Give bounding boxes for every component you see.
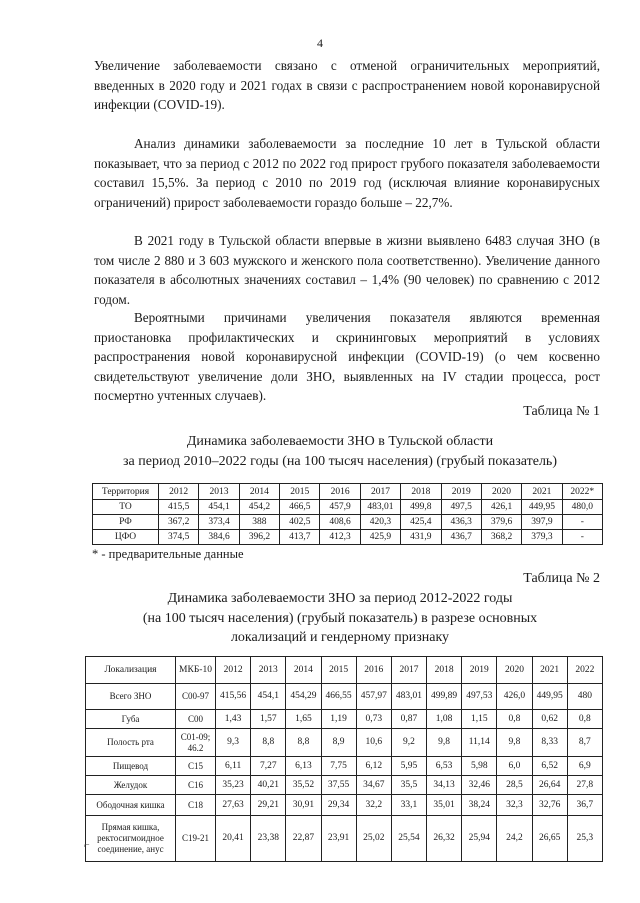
table-cell: 408,6: [320, 515, 360, 530]
table-cell: 6,52: [532, 757, 567, 776]
table-cell: 8,7: [567, 729, 602, 757]
table-cell: 8,8: [286, 729, 321, 757]
table2-title-line2: (на 100 тысяч населения) (грубый показатель) в разрезе основных: [142, 610, 538, 626]
table-row: [86, 776, 603, 795]
table2-header-cell: 2014: [286, 657, 321, 684]
table-cell: 24,2: [497, 816, 532, 862]
table-cell: 415,56: [216, 684, 251, 710]
table2-header-cell: 2015: [321, 657, 356, 684]
table1-header-cell: 2014: [239, 484, 279, 500]
paragraph-4: Вероятными причинами увеличения показателя являются временная приостановка профилактических и скрининговых мероприятий в условиях распространения новой коронавирусной инфекции (COVID-19) (о чем косвенно свидетельствуют увеличение доли ЗНО, выявленных на IV стадии процесса, рост посмертно учтенных случаев).: [94, 310, 600, 403]
table-cell: 9,8: [427, 729, 462, 757]
table-cell: 431,9: [401, 530, 441, 545]
table-cell: С01-09; 46.2: [176, 729, 216, 757]
table-cell: 33,1: [391, 795, 426, 816]
table-cell: 454,2: [239, 500, 279, 515]
table-cell: Прямая кишка, ректосигмоидное соединение, анус: [86, 816, 176, 862]
table2-title-line1: Динамика заболеваемости ЗНО за период 2012-2022 годы: [167, 591, 513, 606]
table1-footnote: * - предварительные данные: [92, 547, 244, 561]
table1-title-line2: за период 2010–2022 годы (на 100 тысяч населения) (грубый показатель): [123, 453, 557, 469]
table-row: [86, 729, 603, 757]
paragraph-2: Анализ динамики заболеваемости за последние 10 лет в Тульской области показывает, что за период с 2012 по 2022 год прирост грубого показателя заболеваемости составил 15,5%. За период с 2010 по 2019 год (исключая влияние коронавирусных ограничений) прирост заболеваемости гораздо больше – 22,7%.: [94, 136, 600, 210]
table-cell: 6,0: [497, 757, 532, 776]
table-row: [86, 795, 603, 816]
table-cell: 20,41: [216, 816, 251, 862]
table-cell: 436,7: [441, 530, 481, 545]
table-cell: 457,9: [320, 500, 360, 515]
table-cell: 367,2: [159, 515, 199, 530]
table-cell: 454,29: [286, 684, 321, 710]
table-cell: Ободочная кишка: [86, 795, 176, 816]
table-row: [86, 757, 603, 776]
table-cell: 426,1: [481, 500, 521, 515]
table-cell: 0,62: [532, 710, 567, 729]
page-number: 4: [317, 36, 323, 50]
table2-header-cell: 2019: [462, 657, 497, 684]
table-cell: 436,3: [441, 515, 481, 530]
table1-header-cell: 2018: [401, 484, 441, 500]
scan-mark: ⌐: [84, 840, 90, 851]
table-cell: 25,54: [391, 816, 426, 862]
table-cell: 449,95: [522, 500, 562, 515]
table2-header-cell: 2012: [216, 657, 251, 684]
table1-header-cell: 2020: [481, 484, 521, 500]
table2-header-cell: 2016: [356, 657, 391, 684]
table-cell: 373,4: [199, 515, 239, 530]
table-cell: 7,75: [321, 757, 356, 776]
table-cell: 35,23: [216, 776, 251, 795]
table-cell: 23,38: [251, 816, 286, 862]
table-cell: 412,3: [320, 530, 360, 545]
table1-title: [80, 432, 600, 471]
table-cell: 466,5: [280, 500, 320, 515]
table-cell: 368,2: [481, 530, 521, 545]
table1-header-cell: 2016: [320, 484, 360, 500]
table-cell: 36,7: [567, 795, 602, 816]
table-cell: 22,87: [286, 816, 321, 862]
table2-title: [80, 589, 600, 648]
table1-header-cell: 2022*: [562, 484, 602, 500]
table-cell: 38,24: [462, 795, 497, 816]
table-cell: 32,3: [497, 795, 532, 816]
table-cell: 29,21: [251, 795, 286, 816]
table-cell: С15: [176, 757, 216, 776]
table-cell: 457,97: [356, 684, 391, 710]
table-cell: 497,5: [441, 500, 481, 515]
table-cell: 454,1: [199, 500, 239, 515]
table-cell: С00: [176, 710, 216, 729]
table-cell: 0,8: [567, 710, 602, 729]
table1-header-cell: 2013: [199, 484, 239, 500]
table2-header-cell: 2013: [251, 657, 286, 684]
table-cell: 32,76: [532, 795, 567, 816]
table-cell: 0,87: [391, 710, 426, 729]
table-cell: С19-21: [176, 816, 216, 862]
table-cell: 413,7: [280, 530, 320, 545]
table-cell: 32,46: [462, 776, 497, 795]
table2-header-cell: 2021: [532, 657, 567, 684]
table-cell: 25,3: [567, 816, 602, 862]
table-cell: 26,64: [532, 776, 567, 795]
table-cell: 29,34: [321, 795, 356, 816]
table1-header-cell: 2021: [522, 484, 562, 500]
table2-header-row: [86, 657, 603, 684]
table-cell: 379,6: [481, 515, 521, 530]
table-cell: 6,9: [567, 757, 602, 776]
table-cell: 480,0: [562, 500, 602, 515]
table-cell: 25,02: [356, 816, 391, 862]
table-cell: Полость рта: [86, 729, 176, 757]
table-cell: 374,5: [159, 530, 199, 545]
table-cell: 402,5: [280, 515, 320, 530]
table-cell: 27,8: [567, 776, 602, 795]
table1-header-cell: Территория: [93, 484, 159, 500]
table-cell: С18: [176, 795, 216, 816]
table-cell: 1,57: [251, 710, 286, 729]
table-cell: 8,8: [251, 729, 286, 757]
table-cell: 1,08: [427, 710, 462, 729]
table-cell: 26,32: [427, 816, 462, 862]
table-cell: 379,3: [522, 530, 562, 545]
table-cell: -: [562, 515, 602, 530]
table-cell: 0,8: [497, 710, 532, 729]
table-row: [86, 710, 603, 729]
table-cell: 5,95: [391, 757, 426, 776]
table-cell: 454,1: [251, 684, 286, 710]
table-cell: Всего ЗНО: [86, 684, 176, 710]
table1-header-cell: 2012: [159, 484, 199, 500]
table2-header-cell: Локализация: [86, 657, 176, 684]
table-cell: 23,91: [321, 816, 356, 862]
table-cell: 35,52: [286, 776, 321, 795]
table-cell: 8,9: [321, 729, 356, 757]
table-cell: 397,9: [522, 515, 562, 530]
table-cell: Пищевод: [86, 757, 176, 776]
table-cell: 425,9: [360, 530, 400, 545]
table-cell: 426,0: [497, 684, 532, 710]
table2-header-cell: 2018: [427, 657, 462, 684]
table-cell: 6,53: [427, 757, 462, 776]
table-cell: 483,01: [391, 684, 426, 710]
table-cell: 1,19: [321, 710, 356, 729]
table-cell: 1,43: [216, 710, 251, 729]
table-cell: -: [562, 530, 602, 545]
table1-header-cell: 2019: [441, 484, 481, 500]
table-cell: С16: [176, 776, 216, 795]
table-cell: 34,67: [356, 776, 391, 795]
table-cell: 425,4: [401, 515, 441, 530]
table-cell: ТО: [93, 500, 159, 515]
table-cell: 40,21: [251, 776, 286, 795]
table-cell: 11,14: [462, 729, 497, 757]
table-cell: 10,6: [356, 729, 391, 757]
table-cell: 35,5: [391, 776, 426, 795]
table-cell: 483,01: [360, 500, 400, 515]
table1-title-line1: Динамика заболеваемости ЗНО в Тульской области: [186, 434, 494, 449]
table-cell: 6,12: [356, 757, 391, 776]
table-row: [86, 684, 603, 710]
table-cell: С00-97: [176, 684, 216, 710]
table-cell: 396,2: [239, 530, 279, 545]
table-cell: 449,95: [532, 684, 567, 710]
table-cell: 384,6: [199, 530, 239, 545]
table1-header-row: [93, 484, 603, 500]
table-cell: 499,89: [427, 684, 462, 710]
table-cell: 37,55: [321, 776, 356, 795]
table-cell: 497,53: [462, 684, 497, 710]
table-cell: 30,91: [286, 795, 321, 816]
table1-header-cell: 2017: [360, 484, 400, 500]
table-row: [93, 515, 603, 530]
table1-label: Таблица № 1: [523, 404, 600, 419]
table-cell: 1,15: [462, 710, 497, 729]
table-cell: 9,3: [216, 729, 251, 757]
table-cell: РФ: [93, 515, 159, 530]
table2-header-cell: 2022: [567, 657, 602, 684]
table2-header-cell: МКБ-10: [176, 657, 216, 684]
table-cell: 6,13: [286, 757, 321, 776]
table2-header-cell: 2020: [497, 657, 532, 684]
table2-title-line3: локализаций и гендерному признаку: [230, 630, 450, 645]
table2: [85, 656, 603, 862]
table-cell: ЦФО: [93, 530, 159, 545]
table2-header-cell: 2017: [391, 657, 426, 684]
table1: [92, 483, 603, 545]
table-cell: 499,8: [401, 500, 441, 515]
table-cell: 27,63: [216, 795, 251, 816]
table-cell: 35,01: [427, 795, 462, 816]
paragraph-3: В 2021 году в Тульской области впервые в жизни выявлено 6483 случая ЗНО (в том числе 2 880 и 3 603 мужского и женского пола соответственно). Увеличение данного показателя в абсолютных значениях составил – 1,4% (90 человек) по сравнению с 2012 годом.: [94, 233, 600, 307]
table-cell: 415,5: [159, 500, 199, 515]
table-cell: 28,5: [497, 776, 532, 795]
table-cell: Губа: [86, 710, 176, 729]
table-cell: 0,73: [356, 710, 391, 729]
table-cell: 466,55: [321, 684, 356, 710]
table-cell: 8,33: [532, 729, 567, 757]
table2-label: Таблица № 2: [523, 571, 600, 586]
table-row: [86, 816, 603, 862]
table-cell: Желудок: [86, 776, 176, 795]
table-cell: 1,65: [286, 710, 321, 729]
table-cell: 34,13: [427, 776, 462, 795]
table-cell: 9,8: [497, 729, 532, 757]
table-cell: 7,27: [251, 757, 286, 776]
table-cell: 6,11: [216, 757, 251, 776]
table1-header-cell: 2015: [280, 484, 320, 500]
table-cell: 480: [567, 684, 602, 710]
table-cell: 388: [239, 515, 279, 530]
paragraph-1: Увеличение заболеваемости связано с отменой ограничительных мероприятий, введенных в 2020 году и 2021 годах в связи с распространением новой коронавирусной инфекции (COVID-19).: [94, 58, 600, 112]
table-cell: 32,2: [356, 795, 391, 816]
table-cell: 26,65: [532, 816, 567, 862]
table-cell: 25,94: [462, 816, 497, 862]
table-cell: 420,3: [360, 515, 400, 530]
table-cell: 9,2: [391, 729, 426, 757]
table-row: [93, 530, 603, 545]
table-cell: 5,98: [462, 757, 497, 776]
table-row: [93, 500, 603, 515]
